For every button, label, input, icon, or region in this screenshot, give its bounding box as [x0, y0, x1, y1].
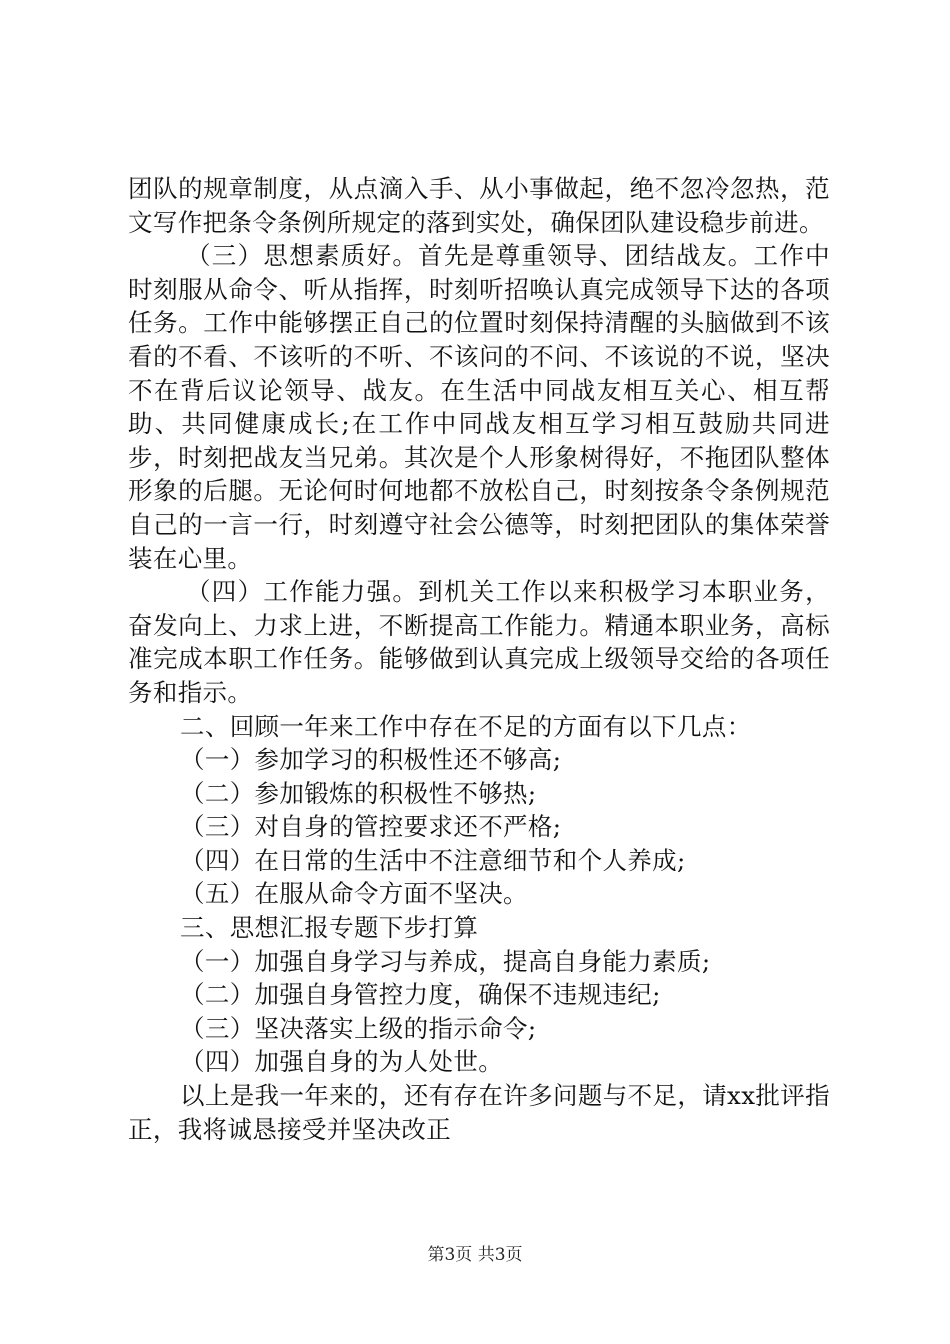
- list-item: （三）对自身的管控要求还不严格;: [180, 812, 562, 842]
- list-item: （四）加强自身的为人处世。: [180, 1047, 504, 1077]
- list-item: （二）参加锻炼的积极性不够热;: [180, 778, 537, 808]
- paragraph-work-ability: （四）工作能力强。到机关工作以来积极学习本职业务，奋发向上、力求上进，不断提高工作能力。精通本职业务，高标准完成本职工作任务。能够做到认真完成上级领导交给的各项任务和指示。: [128, 577, 830, 707]
- document-body: [128, 172, 830, 1146]
- paragraph-thinking-quality: （三）思想素质好。首先是尊重领导、团结战友。工作中时刻服从命令、听从指挥，时刻听招唤认真完成领导下达的各项任务。工作中能够摆正自己的位置时刻保持清醒的头脑做到不该看的不看、不该听的不听、不该问的不问、不该说的不说，坚决不在背后议论领导、战友。在生活中同战友相互关心、相互帮助、共同健康成长;在工作中同战友相互学习相互鼓励共同进步，时刻把战友当兄弟。其次是个人形象树得好，不拖团队整体形象的后腿。无论何时何地都不放松自己，时刻按条令条例规范自己的一言一行，时刻遵守社会公德等，时刻把团队的集体荣誉装在心里。: [128, 241, 830, 573]
- section-heading-next-plan: 三、思想汇报专题下步打算: [180, 913, 479, 943]
- list-item: （一）加强自身学习与养成，提高自身能力素质;: [180, 946, 711, 976]
- paragraph-continuation: 团队的规章制度，从点滴入手、从小事做起，绝不忽冷忽热，范文写作把条令条例所规定的落到实处，确保团队建设稳步前进。: [128, 174, 830, 237]
- list-item: （三）坚决落实上级的指示命令;: [180, 1013, 537, 1043]
- list-item: （二）加强自身管控力度，确保不违规违纪;: [180, 980, 661, 1010]
- list-item: （五）在服从命令方面不坚决。: [180, 879, 528, 909]
- section-heading-shortcomings: 二、回顾一年来工作中存在不足的方面有以下几点：: [180, 711, 752, 741]
- page-number-footer: 第3页 共3页: [427, 1245, 523, 1265]
- list-item: （一）参加学习的积极性还不够高;: [180, 745, 562, 775]
- closing-paragraph: 以上是我一年来的，还有存在许多问题与不足，请xx批评指正，我将诚恳接受并坚决改正: [128, 1081, 830, 1144]
- list-item: （四）在日常的生活中不注意细节和个人养成;: [180, 845, 686, 875]
